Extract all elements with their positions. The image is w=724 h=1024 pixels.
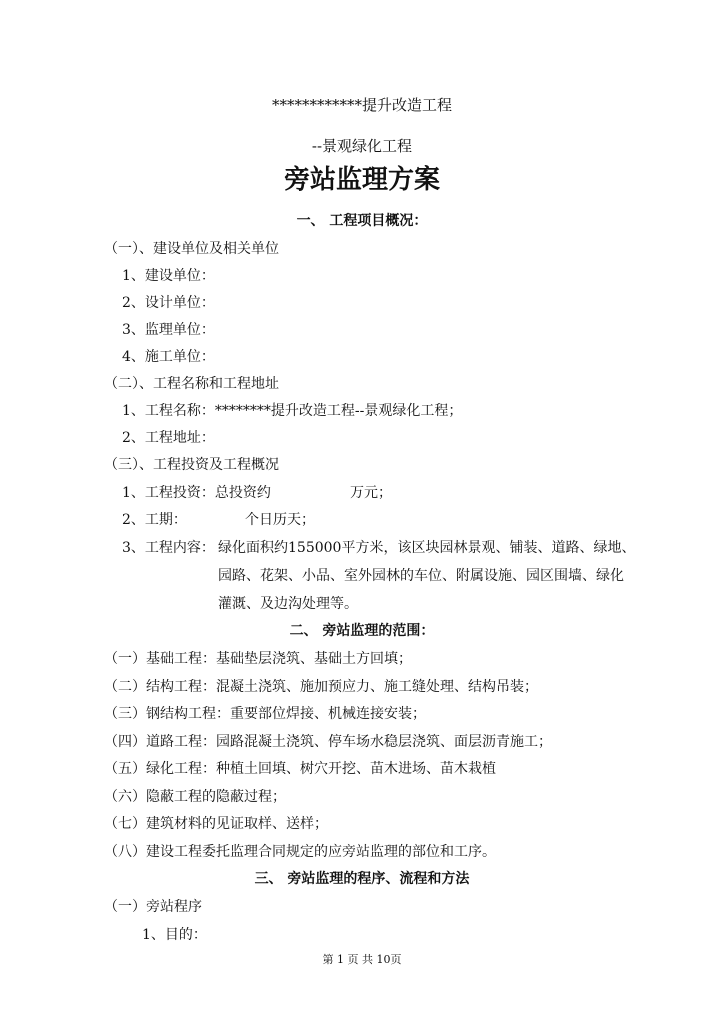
investment-unit: 万元；	[350, 485, 392, 501]
list-item: 1、工程名称：********提升改造工程--景观绿化工程；	[122, 403, 463, 419]
list-item: （七）建筑材料的见证取样、送样；	[104, 816, 328, 832]
period-label: 2、工期：	[122, 512, 187, 528]
content-line: 灌溉、及边沟处理等。	[218, 596, 358, 612]
list-item: 1、建设单位：	[122, 268, 215, 284]
section2-heading: 二、 旁站监理的范围：	[289, 623, 435, 639]
section1-sub1: （一）、建设单位及相关单位	[104, 241, 279, 257]
document-title: 旁站监理方案	[283, 165, 440, 195]
content-line: 园路、花架、小品、室外园林的车位、附属设施、园区围墙、绿化	[218, 568, 624, 584]
content-label: 3、工程内容：	[122, 540, 215, 556]
list-item: （五）绿化工程：种植土回填、树穴开挖、苗木进场、苗木栽植	[104, 761, 496, 777]
list-item: 2、工程地址：	[122, 430, 215, 446]
list-item: 1、目的：	[142, 927, 207, 943]
project-title: ************提升改造工程	[271, 96, 452, 114]
list-item: （六）隐蔽工程的隐蔽过程；	[104, 789, 286, 805]
list-item: （三）钢结构工程：重要部位焊接、机械连接安装；	[104, 706, 426, 722]
section3-heading: 三、 旁站监理的程序、流程和方法	[254, 871, 470, 887]
list-item: 3、监理单位：	[122, 322, 215, 338]
list-item: 2、设计单位：	[122, 295, 215, 311]
list-item: （八）建设工程委托监理合同规定的应旁站监理的部位和工序。	[104, 844, 496, 860]
section1-heading: 一、 工程项目概况：	[296, 213, 428, 229]
period-unit: 个日历天；	[245, 512, 315, 528]
section3-sub1: （一）旁站程序	[104, 899, 202, 915]
list-item: （四）道路工程：园路混凝土浇筑、停车场水稳层浇筑、面层沥青施工；	[104, 734, 552, 750]
page-number: 第 1 页 共 10页	[322, 953, 402, 966]
list-item: （二）结构工程：混凝土浇筑、施加预应力、施工缝处理、结构吊装；	[104, 679, 538, 695]
list-item: （一）基础工程：基础垫层浇筑、基础土方回填；	[104, 651, 412, 667]
subtitle: --景观绿化工程	[311, 137, 413, 155]
investment-label: 1、工程投资：总投资约	[122, 485, 271, 501]
list-item: 4、施工单位：	[122, 349, 215, 365]
content-line: 绿化面积约155000平方米，该区块园林景观、铺装、道路、绿地、	[218, 540, 636, 556]
section1-sub2: （二）、工程名称和工程地址	[104, 376, 279, 392]
section1-sub3: （三）、工程投资及工程概况	[104, 457, 279, 473]
